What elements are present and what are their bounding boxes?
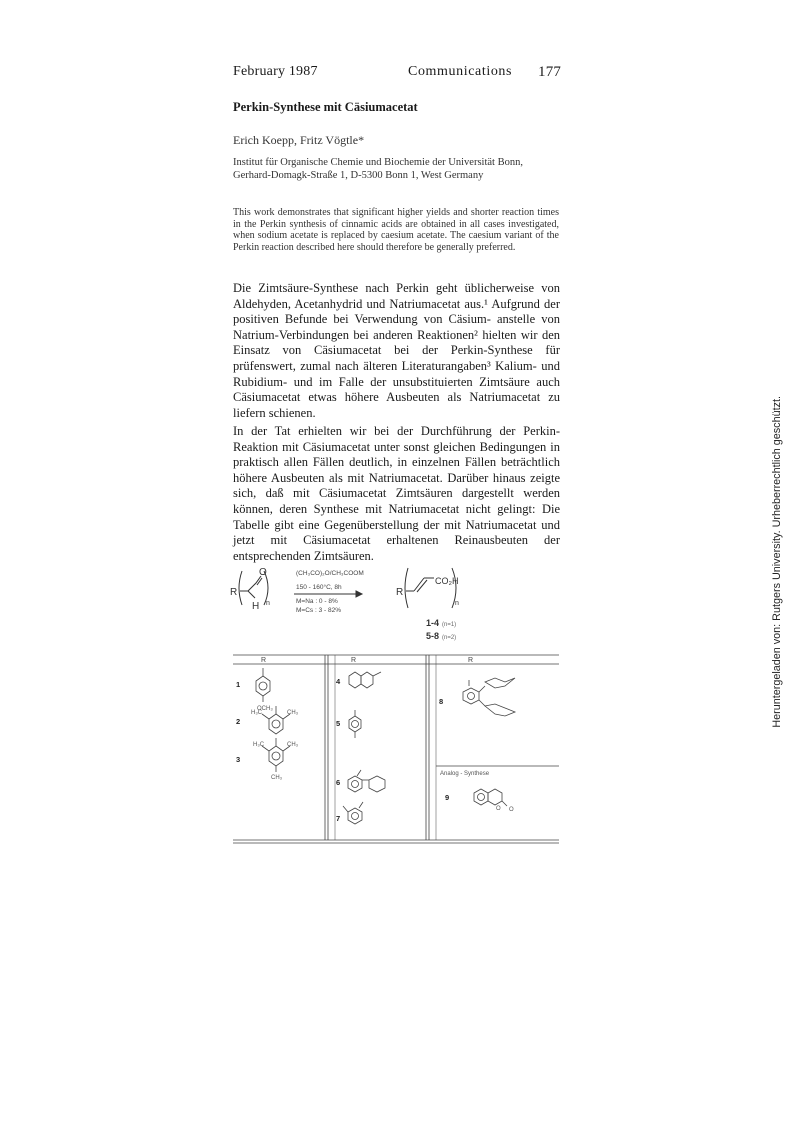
scheme-product-r: R xyxy=(396,587,404,598)
entry-number-7: 7 xyxy=(336,814,341,823)
body-paragraph-2: In der Tat erhielten wir bei der Durchführung der Perkin-Reaktion mit Cäsiumacetat unter sonst gleichen Bedingungen in praktisch allen Fällen deutlich, in einzelnen Fällen beträchtlich höhere Ausbeuten als mit Natriumacetat. Darüber hinaus zeigte sich, daß mit Cäsiumacetat Zimtsäuren dargestellt werden können, deren Synthese mit Natriumacetat nicht gelingt: Die Tabelle gibt eine Gegenüberstellung der mit Natriumacetat und jetzt mit Cäsiumacetat erhaltenen Reinausbeuten der entsprechenden Zimtsäuren. xyxy=(233,424,560,563)
structures-table xyxy=(231,654,561,846)
scheme-reactant-n: n xyxy=(266,600,270,607)
scheme-reactant-o: O xyxy=(259,567,267,578)
page-number: 177 xyxy=(538,64,562,80)
sub-h3c-3: H₃C xyxy=(253,742,265,748)
carbonyl-oxygen: O xyxy=(509,807,514,813)
sub-ch3-3a: CH₃ xyxy=(287,742,299,748)
header-section: Communications xyxy=(408,64,513,79)
authors: Erich Koepp, Fritz Vögtle* xyxy=(233,133,365,147)
scheme-product-n: n xyxy=(455,600,459,607)
sub-ch3-2: CH₃ xyxy=(287,710,299,716)
article-title: Perkin-Synthese mit Cäsiumacetat xyxy=(233,100,418,114)
header-date: February 1987 xyxy=(233,64,318,79)
affiliation-line-1: Institut für Organische Chemie und Biochemie der Universität Bonn, xyxy=(233,157,523,168)
affiliation xyxy=(233,156,558,182)
entry-number-4: 4 xyxy=(336,677,341,686)
abstract: This work demonstrates that significant higher yields and shorter reaction times in the Perkin synthesis of cinnamic acids are obtained in all cases investigated, when sodium acetate is replaced by caesium acetate. The caesium variant of the Perkin reaction described here should therefore be generally preferred. xyxy=(233,207,559,253)
scheme-label-5-8: 5-8 xyxy=(426,631,440,641)
entry-number-2: 2 xyxy=(236,717,241,726)
scheme-condition-2: 150 - 160°C, 8h xyxy=(296,584,342,591)
entry-number-5: 5 xyxy=(336,719,341,728)
table-header-r-3: R xyxy=(468,657,474,664)
table-header-r-2: R xyxy=(351,657,357,664)
scheme-reactant-r: R xyxy=(230,587,238,598)
table-header-r-1: R xyxy=(261,657,267,664)
scheme-label-1-4: 1-4 xyxy=(426,618,440,628)
entry-number-3: 3 xyxy=(236,755,241,764)
scheme-label-5-8-note: (n=2) xyxy=(442,635,457,641)
entry-number-9: 9 xyxy=(445,793,450,802)
download-notice-text: Heruntergeladen von: Rutgers University. Urheberrechtlich geschützt. xyxy=(771,396,783,728)
affiliation-line-2: Gerhard-Domagk-Straße 1, D-5300 Bonn 1, West Germany xyxy=(233,170,484,181)
entry-number-8: 8 xyxy=(439,697,444,706)
analog-synthesis-label: Analog - Synthese xyxy=(440,771,490,777)
scheme-condition-1: (CH₃CO)₂O/CH₃COOM xyxy=(296,570,364,577)
scheme-reactant-h: H xyxy=(252,601,260,612)
entry-number-6: 6 xyxy=(336,778,341,787)
scheme-label-1-4-note: (n=1) xyxy=(442,622,457,628)
ring-oxygen: O xyxy=(496,806,501,812)
scheme-condition-3: M=Na : 0 - 8% xyxy=(296,598,338,605)
entry-number-1: 1 xyxy=(236,680,241,689)
scheme-condition-4: M=Cs : 3 - 82% xyxy=(296,607,341,614)
body-paragraph-1: Die Zimtsäure-Synthese nach Perkin geht üblicherweise von Aldehyden, Acetanhydrid und Natriumacetat aus.¹ Aufgrund der positiven Befunde bei Verwendung von Cäsium- anstelle von Natrium-Verbindungen bei anderen Reaktionen² hielten wir den Einsatz von Cäsiumacetat bei der Perkin-Synthese für prüfenswert, zumal nach älteren Literaturangaben³ Kalium- und Rubidium- und im Falle der unsubstituierten Zimtsäure auch Cäsiumacetat etwas höhere Ausbeuten als Natriumacetat zu liefern schienen. xyxy=(233,281,560,420)
sub-och3: OCH₃ xyxy=(257,706,273,712)
sub-h3c-2: H₃C xyxy=(251,710,263,716)
scheme-product-group: CO₂H xyxy=(435,576,459,586)
reaction-scheme xyxy=(228,564,558,646)
sub-ch3-3b: CH₃ xyxy=(271,775,283,781)
